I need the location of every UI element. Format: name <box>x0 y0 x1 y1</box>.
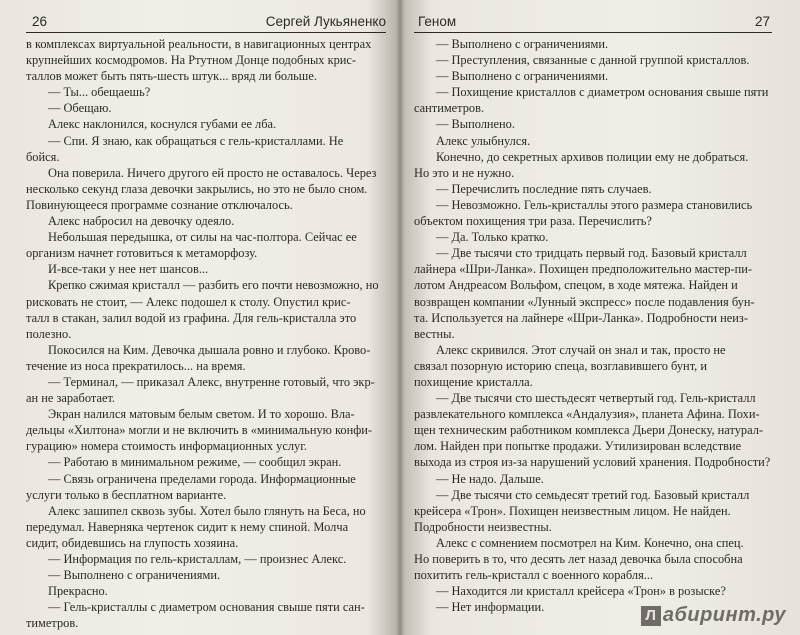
text-line: похитить гель-кристалл с военного корабля... <box>414 568 654 583</box>
text-line: лом. Найден при попытке продажи. Утилизирован вследствие <box>414 439 742 454</box>
text-line: Экран налился матовым белым светом. И то хорошо. Вла- <box>48 407 355 422</box>
text-line: выхода из строя из-за нарушений условий хранения. Подробности? <box>414 455 771 470</box>
left-page-text <box>26 36 386 631</box>
watermark-mark: Л <box>641 606 661 626</box>
text-line: сантиметров. <box>414 101 485 116</box>
text-line: развлекательного комплекса «Андалузия», планета Афина. Похи- <box>414 407 760 422</box>
watermark-logo <box>641 604 786 627</box>
text-line: бойся. <box>26 149 60 164</box>
text-line: — Выполнено с ограничениями. <box>48 568 221 583</box>
text-line: Алекс с сомнением посмотрел на Ким. Конечно, она спец. <box>436 535 744 550</box>
text-line: Алекс набросил на девочку одеяло. <box>48 214 235 229</box>
text-line: Конечно, до секретных архивов полиции ему не добраться. <box>436 149 749 164</box>
text-line: — Ты... обещаешь? <box>48 85 151 100</box>
text-line: вестны. <box>414 326 455 341</box>
text-line: — Обещаю. <box>48 101 112 116</box>
running-header-author: Сергей Лукьяненко <box>265 14 386 29</box>
text-line: связал позорную историю спеца, возглавившего бунт, и <box>414 358 707 373</box>
text-line: передумал. Наверняка чертенок сидит к нему спиной. Молча <box>26 519 349 534</box>
text-line: в комплексах виртуальной реальности, в навигационных центрах <box>26 37 372 51</box>
text-line: И-все-таки у нее нет шансов... <box>48 262 209 277</box>
text-line: — Нет информации. <box>436 600 545 615</box>
text-line: — Перечислить последние пять случаев. <box>436 181 652 196</box>
text-line: течение из носа прекратилось... на время. <box>26 358 246 373</box>
text-line: — Информация по гель-кристаллам, — произнес Алекс. <box>48 552 347 566</box>
text-line: полезно. <box>26 326 72 341</box>
text-line: крейсера «Трон». Похищен неизвестным лицом. Не найден. <box>414 503 731 518</box>
text-line: — Работаю в минимальном режиме, — сообщил экран. <box>48 455 342 470</box>
text-line: Алекс наклонился, коснулся губами ее лба. <box>48 117 277 132</box>
right-page-text <box>414 36 772 615</box>
text-line: лайнера «Шри-Ланка». Похищен предположительно мастер-пи- <box>414 262 753 277</box>
text-line: похищение кристалла. <box>414 374 533 389</box>
text-line: таллов может быть пять-шесть штук... вряд ли больше. <box>26 69 317 84</box>
text-line: — Спи. Я знаю, как обращаться с гель-кристаллами. Не <box>48 133 344 148</box>
text-line: объектом похищения три раза. Перечислить? <box>414 214 652 229</box>
text-line: Но это и не нужно. <box>414 165 515 180</box>
text-line: Она поверила. Ничего другого ей просто не оставалось. Через <box>48 165 377 180</box>
text-line: та. Используется на лайнере «Шри-Ланка». Подробности неиз- <box>414 310 748 325</box>
page-number: 26 <box>32 14 48 29</box>
text-line: сидит, обидевшись на глупость хозяина. <box>26 535 239 550</box>
text-line: Повинующееся программе сознание отключалось. <box>26 197 293 212</box>
text-line: — Связь ограничена пределами города. Информационные <box>48 471 356 486</box>
text-line: — Выполнено с ограничениями. <box>436 37 609 51</box>
text-line: гурацию» номера стоимость информационных услуг. <box>26 439 308 454</box>
text-line: — Похищение кристаллов с диаметром основания свыше пяти <box>436 85 769 100</box>
text-line: Прекрасно. <box>48 584 108 599</box>
text-line: Алекс скривился. Этот случай он знал и так, просто не <box>436 342 726 357</box>
text-line: тиметров. <box>26 616 79 631</box>
text-line: — Выполнено с ограничениями. <box>436 69 609 84</box>
text-line: — Гель-кристаллы с диаметром основания свыше пяти сан- <box>48 600 365 615</box>
text-line: щен техническим работником комплекса Дьери Донеску, натурал- <box>414 423 764 438</box>
watermark-text: абиринт.ру <box>662 604 786 626</box>
text-line: Подробности неизвестны. <box>414 519 552 534</box>
text-line: — Преступления, связанные с данной группой кристаллов. <box>436 53 750 68</box>
text-line: — Да. Только кратко. <box>436 230 549 245</box>
text-line: несколько секунд глаза девочки закрылись, но это не было сном. <box>26 181 368 196</box>
right-page <box>400 0 800 635</box>
text-line: Небольшая передышка, от силы на час-полтора. Сейчас ее <box>48 230 357 245</box>
text-line: — Выполнено. <box>436 117 515 132</box>
text-line: талл в стакан, залил водой из графина. Для гель-кристалла это <box>26 310 357 325</box>
text-line: Покосился на Ким. Девочка дышала ровно и глубоко. Крово- <box>48 342 371 357</box>
text-line: услуги только в бесплатном варианте. <box>26 487 227 502</box>
text-line: — Находится ли кристалл крейсера «Трон» в розыске? <box>436 584 726 599</box>
text-line: — Не надо. Дальше. <box>436 471 544 486</box>
text-line: организм начнет готовиться к метаморфозу. <box>26 246 258 261</box>
running-header-title: Геном <box>418 14 457 29</box>
text-line: Крепко сжимая кристалл — разбить его почти невозможно, но <box>48 278 379 293</box>
page-number: 27 <box>754 14 770 29</box>
text-line: — Терминал, — приказал Алекс, внутренне готовый, что экр- <box>48 374 375 389</box>
text-line: ан не заработает. <box>26 391 116 406</box>
text-line: крупнейших космодромов. На Ртутном Донце подобных крис- <box>26 53 357 68</box>
text-line: — Две тысячи сто семьдесят третий год. Базовый кристалл <box>436 487 750 502</box>
text-line: дельцы «Хилтона» могли и не включить в «минимальную конфи- <box>26 423 372 438</box>
right-page-header <box>414 14 772 33</box>
text-line: — Две тысячи сто шестьдесят четвертый год. Гель-кристалл <box>436 391 756 406</box>
text-line: Алекс зашипел сквозь зубы. Хотел было глянуть на Беса, но <box>48 503 366 518</box>
text-line: лотом Андреасом Вольфом, спецом, в ходе мятежа. Найден и <box>414 278 738 293</box>
text-line: Алекс улыбнулся. <box>436 133 531 148</box>
text-line: возвращен компании «Лунный экспресс» после подавления бун- <box>414 294 755 309</box>
text-line: — Невозможно. Гель-кристаллы этого размера становились <box>436 197 753 212</box>
text-line: рисковать не стоит, — Алекс подошел к столу. Опустил крис- <box>26 294 351 309</box>
text-line: — Две тысячи сто тридцать первый год. Базовый кристалл <box>436 246 747 261</box>
left-page-header <box>26 14 386 33</box>
text-line: Но поверить в то, что десять лет назад девочка была способна <box>414 552 743 566</box>
